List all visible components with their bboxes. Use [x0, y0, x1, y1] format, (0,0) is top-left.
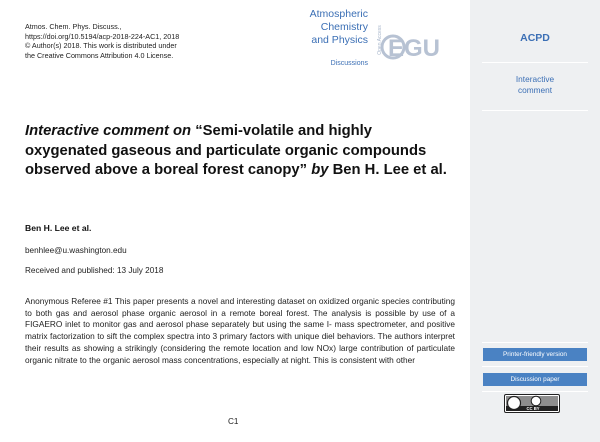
egu-logo-icon [382, 30, 441, 64]
sidebar-section-label [470, 74, 600, 96]
cc-license-badge[interactable] [504, 394, 560, 413]
journal-logo [290, 8, 465, 80]
citation-license: the Creative Commons Attribution 4.0 License. [25, 50, 174, 60]
title-by: by [311, 162, 329, 178]
section-line-1: Interactive [515, 74, 555, 84]
logo-line-1: Atmospheric [309, 8, 368, 20]
sidebar-divider [482, 391, 588, 392]
page-title [25, 122, 455, 181]
cc-badge-text: CC BY [526, 406, 540, 412]
logo-journal-name [290, 8, 368, 47]
page-number: C1 [228, 417, 239, 426]
title-prefix: Interactive comment on [25, 123, 192, 139]
discussion-paper-button[interactable]: Discussion paper [483, 373, 587, 386]
citation-copyright: © Author(s) 2018. This work is distributed under [25, 41, 177, 51]
logo-discussions: Discussions [330, 60, 368, 67]
section-line-2: comment [517, 85, 553, 95]
sidebar-divider [482, 110, 588, 111]
author-line: Ben H. Lee et al. [25, 223, 92, 233]
logo-line-2: Chemistry [320, 21, 368, 33]
title-text: “Semi-volatile and highly oxygenated gaseous and particulate organic compounds observed above a boreal forest canopy” [25, 123, 427, 178]
svg-text:EGU: EGU [388, 35, 441, 62]
citation-block [25, 22, 245, 60]
open-access-label: Open Access [377, 25, 383, 55]
citation-doi[interactable]: https://doi.org/10.5194/acp-2018-224-AC1, 2018 [25, 31, 180, 41]
printer-friendly-button[interactable]: Printer-friendly version [483, 348, 587, 361]
sidebar-divider [482, 342, 588, 343]
title-authors: Ben H. Lee et al. [332, 162, 447, 178]
author-email[interactable]: benhlee@u.washington.edu [25, 246, 127, 255]
sidebar-journal: ACPD [520, 32, 550, 44]
sidebar [470, 0, 600, 442]
sidebar-divider [482, 62, 588, 63]
logo-line-3: and Physics [311, 34, 368, 46]
sidebar-divider [482, 366, 588, 367]
citation-journal: Atmos. Chem. Phys. Discuss., [25, 22, 122, 31]
comment-body: Anonymous Referee #1 This paper presents a novel and interesting dataset on oxidized organic species contributing to both gas and aerosol phase organic aerosol in a remote boreal forest. The analysis is possible by use of a FIGAERO inlet to monitor gas and aerosol phase separately but using the same I- mass spectrometer, and positive matrix factorization to sift the complex spectra into 3 primary factors with unique diel behaviors. The authors interpret their results as showing a strikingly (considering the remote location and low NOx) large contribution of particulate organic nitrate to the organic aerosol mass concentrations, especially at night. This is consistent with other [25, 296, 455, 365]
received-date: Received and published: 13 July 2018 [25, 266, 164, 275]
